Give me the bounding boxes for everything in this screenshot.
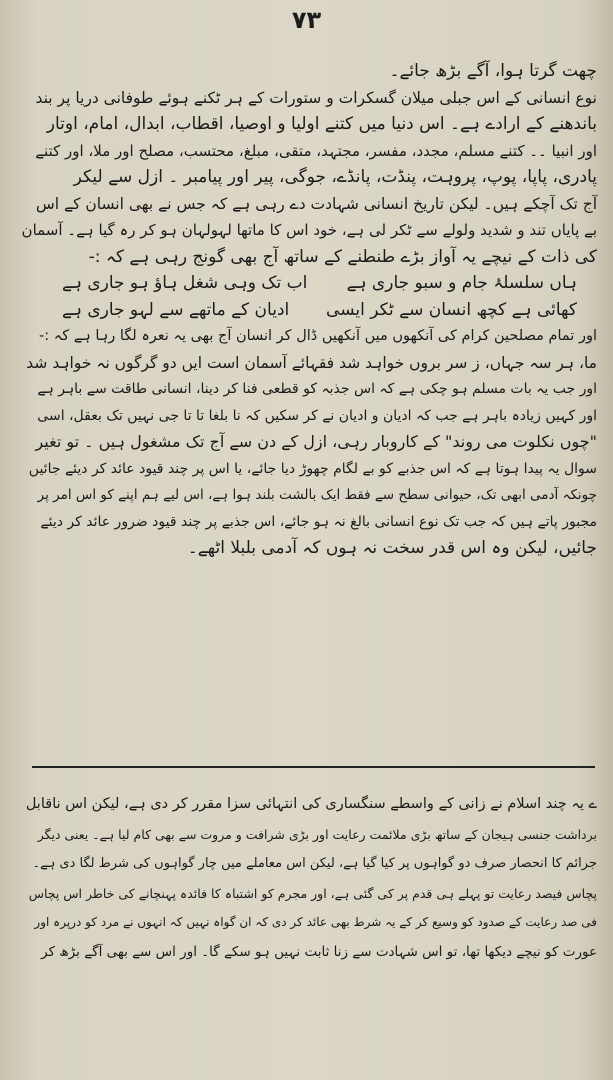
text-line: اور جب یہ بات مسلم ہو چکی ہے کہ اس جذبہ کو قطعی فنا کر دینا، انسانی طاقت سے باہر ہے bbox=[37, 381, 597, 397]
footnote-line: عورت کو نیچے دیکھا تھا، تو اس شہادت سے زنا ثابت نہیں ہو سکے گا۔ اور اس سے بھی آگے بڑھ کر bbox=[41, 943, 597, 960]
text-line: چھت گرتا ہوا، آگے بڑھ جائے۔ bbox=[389, 61, 597, 81]
footnote-line: پچاس فیصد رعایت تو پہلے ہی قدم پر کی گئی ہے، اور مجرم کو اشتباہ کا فائدہ پہنچانے کی خاطر اس پچاس bbox=[28, 885, 597, 901]
page-number: ۷۳ bbox=[291, 6, 322, 34]
footnote-divider bbox=[32, 766, 595, 768]
text-line: اور انبیا ۔۔ کتنے مسلم، مجدد، مفسر، مجتہد، متقی، مبلغ، محتسب، مصلح اور ملا، اور کتنے bbox=[35, 141, 597, 160]
footnote-block bbox=[22, 790, 597, 967]
verse-hemistich: کھائی ہے کچھ انسان سے ٹکر ایسی bbox=[326, 299, 577, 320]
footnote-line: ے یہ چند اسلام نے زانی کے واسطے سنگساری کی انتہائی سزا مقرر کر دی ہے، لیکن اس ناقابل bbox=[25, 796, 597, 812]
verse-couplet bbox=[22, 297, 597, 324]
text-line: جائیں، لیکن وہ اس قدر سخت نہ ہوں کہ آدمی بلبلا اٹھے۔ bbox=[187, 538, 597, 558]
text-line: نوع انسانی کے اس جبلی میلان گسکرات و ستورات کے ہر ٹکنے ہوئے طوفانی دریا پر بند bbox=[35, 88, 597, 107]
verse-couplet bbox=[22, 270, 597, 297]
text-line: "چوں نکلوت می روند" کے کاروبار رہی، ازل کے دن سے آج تک مشغول ہیں ۔ تو تغیر bbox=[35, 432, 597, 451]
text-line: مجبور پاتے ہیں کہ جب تک نوع انسانی بالغ نہ ہو جائے، اس جذبے پر چند قیود ضرور عائد کر دیئے bbox=[40, 513, 597, 530]
text-line: اور تمام مصلحین کرام کی آنکھوں میں آنکھیں ڈال کر انسان آج بھی یہ نعرہ لگا رہا ہے کہ :- bbox=[39, 328, 597, 344]
footnote-line: جرائم کا انحصار صرف دو گواہوں پر کیا گیا ہے، لیکن اس معاملے میں چار گواہوں کی شرط لگا دی ہے۔ bbox=[32, 856, 597, 871]
text-line: چونکہ آدمی ابھی تک، حیوانی سطح سے فقط ایک بالشت بلند ہوا ہے، اس لیے ہم اپنے کو اس امر پر bbox=[37, 487, 597, 503]
footnote-line: برداشت جنسی ہیجان کے ساتھ بڑی ملائمت رعایت اور بڑی شرافت و مروت سے بھی کام لیا ہے۔ یعنی دیگر bbox=[37, 826, 597, 842]
footnote-line: فی صد رعایت کے صدود کو وسیع کر کے یہ شرط بھی عائد کر دی کہ ان گواہ نہیں کہ انہوں نے مرد کو درپرہ اور bbox=[34, 915, 597, 929]
text-line: سوال یہ پیدا ہوتا ہے کہ اس جذبے کو بے لگام چھوڑ دیا جائے، یا اس پر چند قیود عائد کر دیئے جائیں bbox=[28, 460, 597, 477]
verse-hemistich: ہاں سلسلۂ جام و سبو جاری ہے bbox=[346, 273, 577, 293]
text-line: اور کہیں زیادہ باہر ہے جب کہ ادیان و ادیان نے کر سکیں کہ نا بلغا تا تا جی نہیں تک بعقل، اسی bbox=[37, 407, 597, 424]
text-line: کی ذات کے نیچے یہ آواز بڑے طنطنے کے ساتھ آج بھی گونج رہی ہے کہ :- bbox=[88, 246, 597, 267]
text-line: آج تک آچکے ہیں۔ لیکن تاریخ انسانی شہادت دے رہی ہے کہ جس نے بھی انسان کے اس bbox=[35, 194, 597, 213]
text-line: باندھنے کے ارادے ہے۔ اس دنیا میں کتنے اولیا و اوصیا، اقطاب، ابدال، امام، اوتار bbox=[46, 114, 597, 134]
text-line: پادری، پاپا، پوپ، پروہت، پنڈت، پانڈے، جوگی، پیر اور پیامبر ۔ ازل سے لیکر bbox=[73, 167, 597, 187]
verse-hemistich: ادیان کے ماتھے سے لہو جاری ہے bbox=[62, 299, 290, 320]
verse-hemistich: اب تک وہی شغل ہاؤ ہو جاری ہے bbox=[62, 273, 308, 293]
text-line: بے پایاں تند و شدید ولولے سے ٹکر لی ہے، خود اس کا ماتھا لہولہان ہو کر رہ گیا ہے۔ آسمان bbox=[21, 221, 597, 239]
main-text-block bbox=[22, 58, 597, 562]
persian-verse-line: ما، ہر سہ جہاں، ز سر بروں خواہد شد فقہائے آسمان است ایں دو گرگوں نہ خواہد شد bbox=[26, 353, 597, 372]
